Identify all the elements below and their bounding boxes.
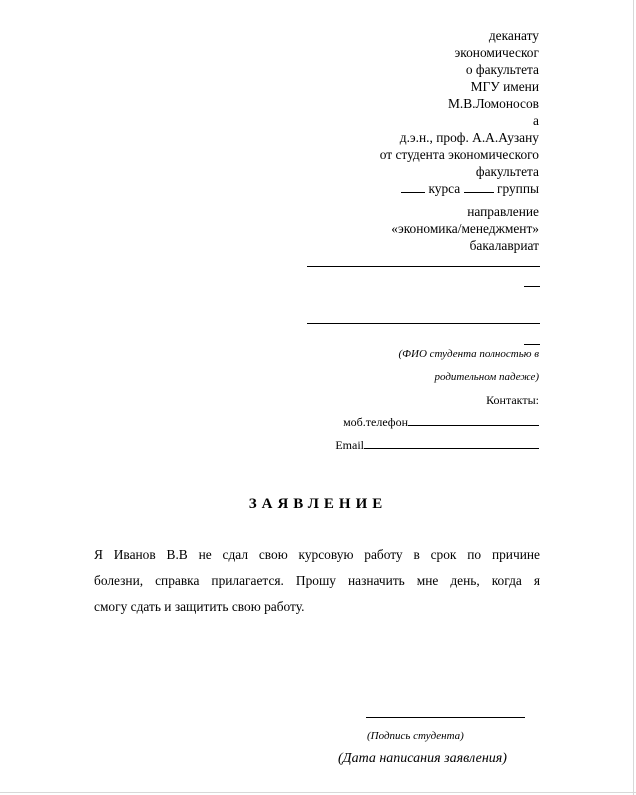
course-blank <box>401 181 425 193</box>
header-line: деканату <box>488 28 539 43</box>
course-label: курса <box>428 181 461 196</box>
fio-hint: родительном падеже) <box>434 371 539 383</box>
document-title: ЗАЯВЛЕНИЕ <box>248 496 388 512</box>
page-edge-right <box>633 0 634 795</box>
direction-line: бакалавриат <box>469 238 539 253</box>
direction-line: «экономика/менеджмент» <box>391 221 539 236</box>
phone-row <box>343 414 539 431</box>
header-line: о факультета <box>465 62 539 77</box>
email-label: Email <box>335 438 364 452</box>
fio-rule-1 <box>307 266 540 267</box>
body-line: Я Иванов В.В не сдал свою курсовую работу в срок по причине <box>94 547 540 562</box>
header-line: МГУ имени <box>470 79 539 94</box>
signature-hint: (Подпись студента) <box>367 730 464 742</box>
phone-blank <box>408 414 539 426</box>
body-line: смогу сдать и защитить свою работу. <box>94 599 305 614</box>
email-blank <box>364 437 539 449</box>
page-edge-bottom <box>0 792 636 793</box>
header-line: от студента экономического <box>379 147 539 162</box>
email-row <box>335 437 539 454</box>
group-blank <box>464 181 494 193</box>
date-hint: (Дата написания заявления) <box>338 751 507 766</box>
course-group-line <box>401 180 539 197</box>
fio-rule-1b <box>524 286 540 287</box>
direction-line: направление <box>467 204 539 219</box>
contacts-label: Контакты: <box>486 393 539 407</box>
fio-rule-2b <box>524 344 540 345</box>
header-line: М.В.Ломоносов <box>447 96 539 111</box>
signature-rule <box>366 717 525 718</box>
header-line: факультета <box>475 164 539 179</box>
body-line: болезни, справка прилагается. Прошу назначить мне день, когда я <box>94 573 540 588</box>
header-line: д.э.н., проф. А.А.Аузану <box>399 130 539 145</box>
phone-label: моб.телефон <box>343 415 408 429</box>
fio-hint: (ФИО студента полностью в <box>398 348 539 360</box>
header-line: а <box>533 113 539 128</box>
group-label: группы <box>496 181 539 196</box>
header-line: экономическог <box>454 45 539 60</box>
fio-rule-2 <box>307 323 540 324</box>
